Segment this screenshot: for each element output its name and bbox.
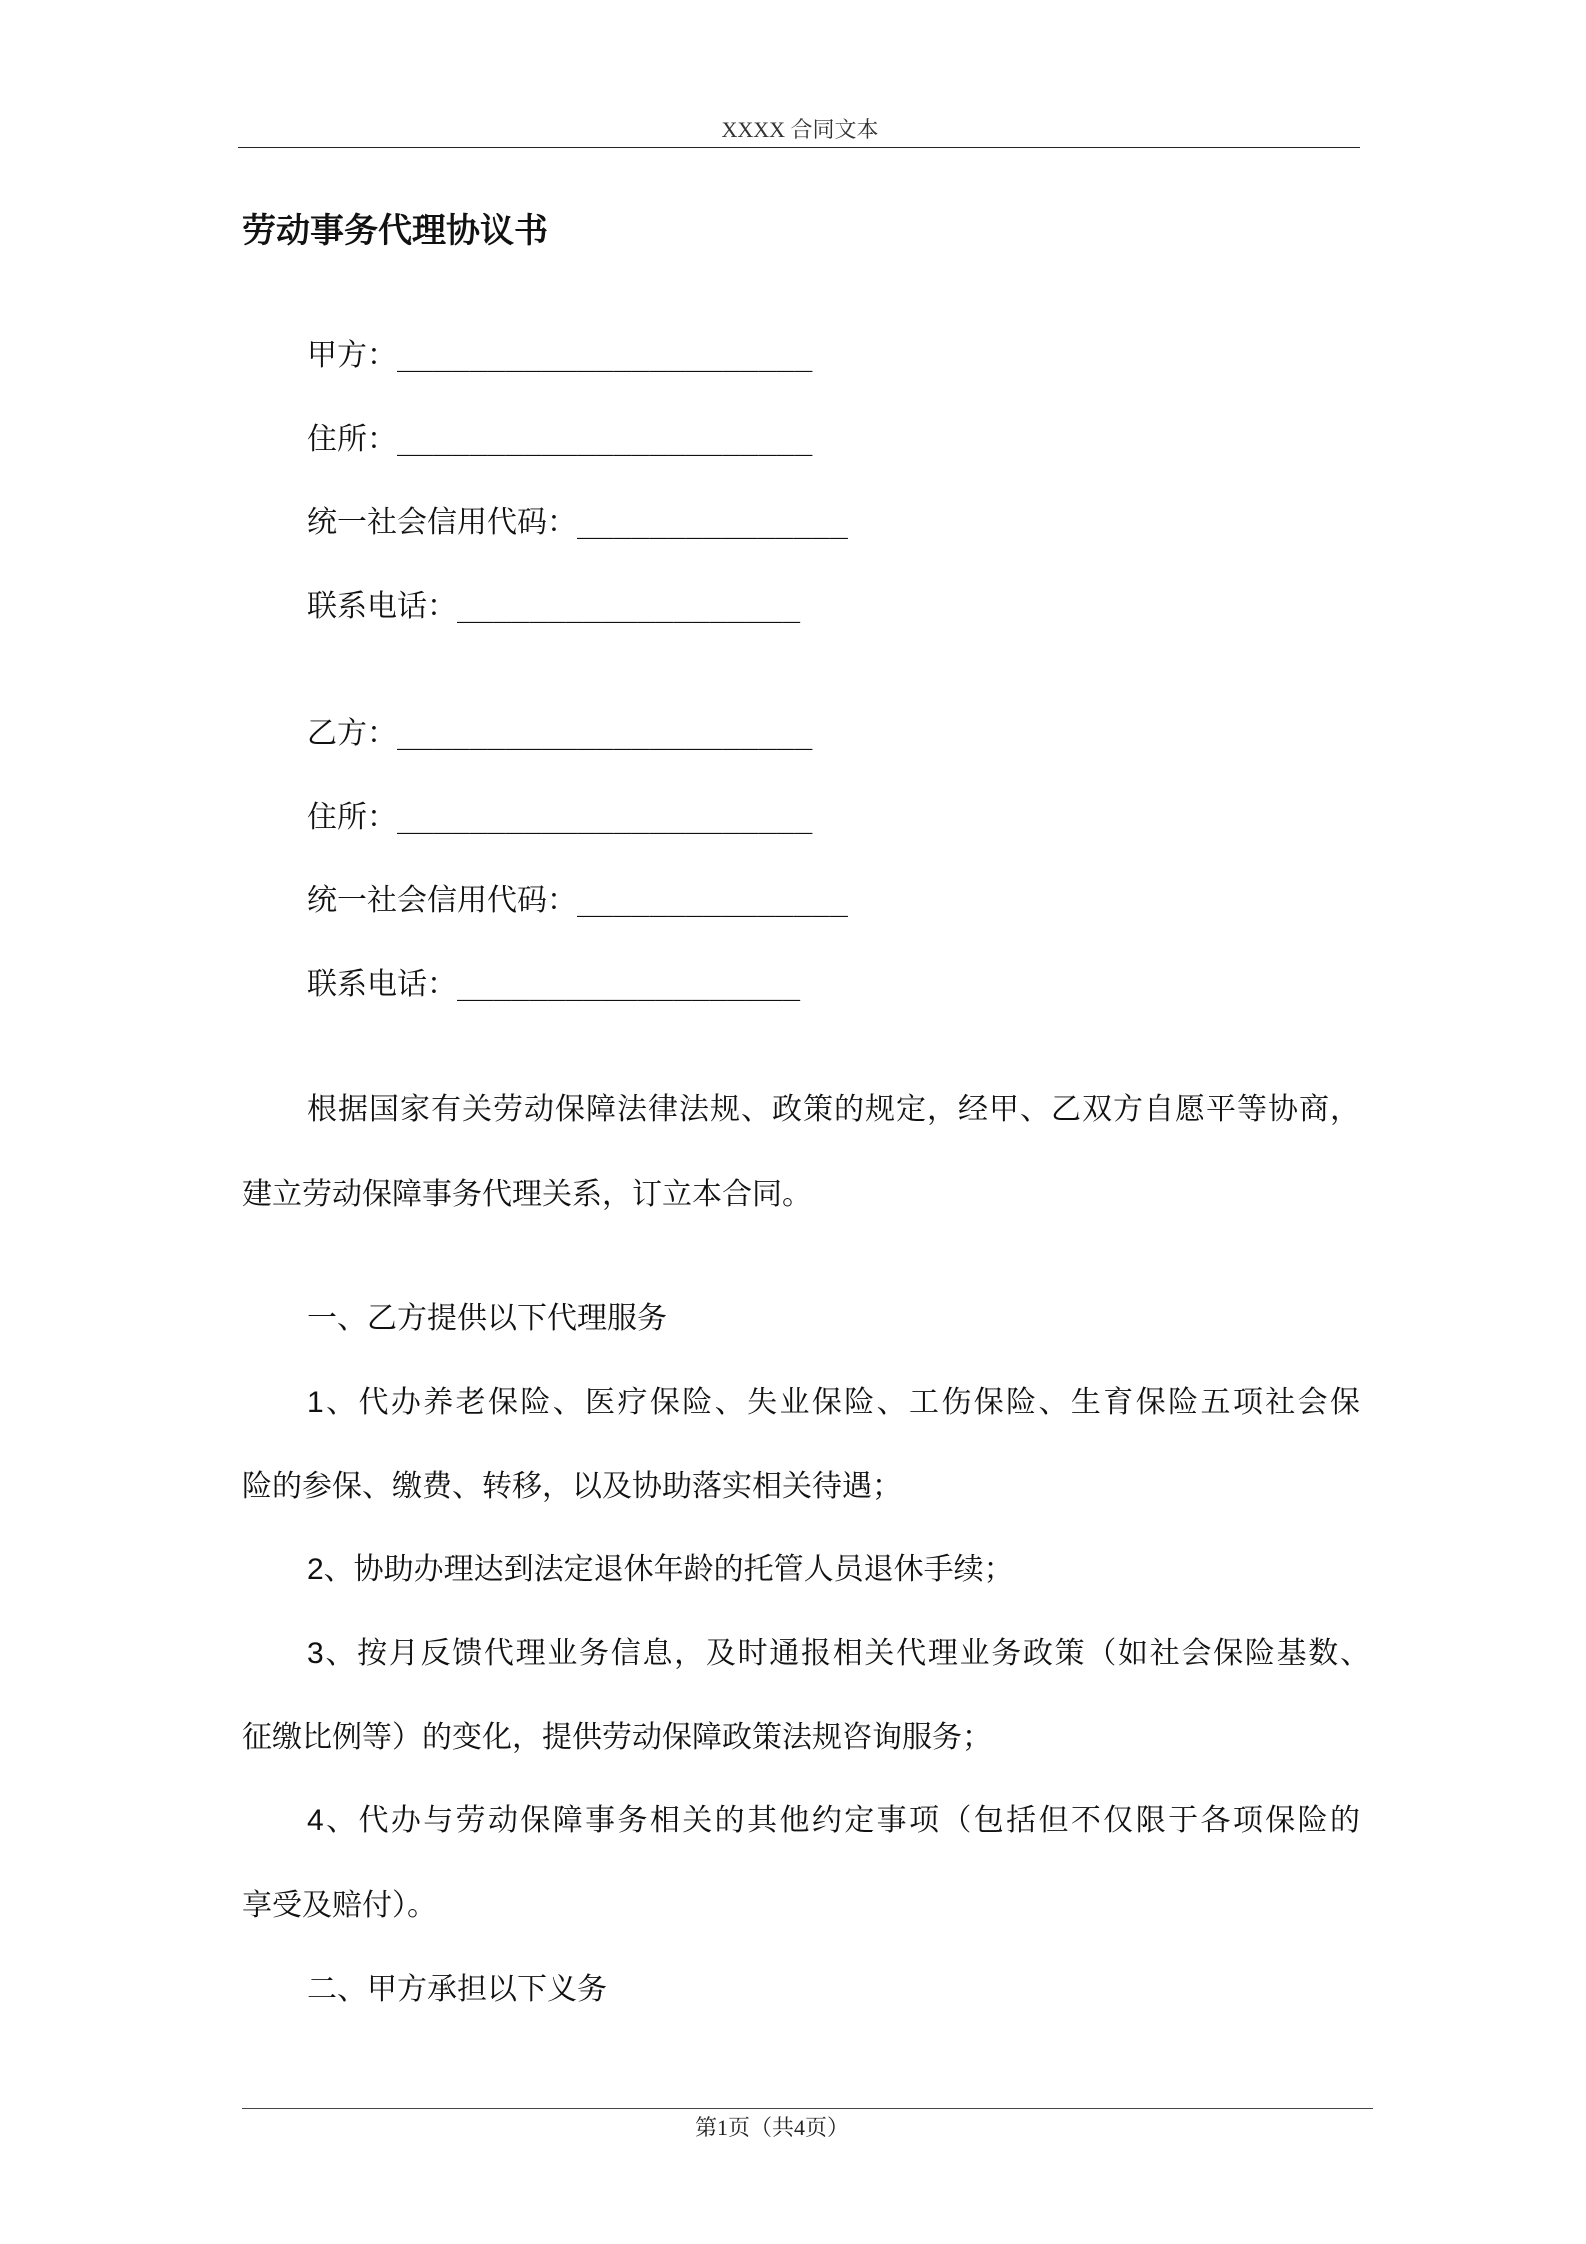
section-heading: 二、甲方承担以下义务	[307, 1973, 607, 2006]
party-a-credit-code-field	[307, 503, 848, 543]
field-label: 统一社会信用代码：	[307, 884, 577, 917]
party-a-address-field	[307, 420, 812, 460]
field-label: 甲方：	[307, 339, 397, 372]
field-label: 联系电话：	[307, 968, 457, 1001]
fill-in-blank: ___________________	[457, 589, 801, 624]
field-label: 乙方：	[307, 717, 397, 750]
clause-line: 险的参保、缴费、转移，以及协助落实相关待遇；	[242, 1470, 902, 1503]
fill-in-blank: _______________	[577, 505, 848, 540]
fill-in-blank: _______________________	[397, 716, 813, 751]
footer-divider	[242, 2108, 1373, 2109]
party-b-address-field	[307, 798, 812, 838]
fill-in-blank: _______________________	[397, 338, 813, 373]
clause-line: 3、按月反馈代理业务信息，及时通报相关代理业务政策（如社会保险基数、	[307, 1637, 1370, 1670]
field-label: 联系电话：	[307, 590, 457, 623]
party-b-name-field	[307, 714, 812, 754]
clause-line: 1、代办养老保险、医疗保险、失业保险、工伤保险、生育保险五项社会保	[307, 1386, 1360, 1419]
page-number: 第1页（共4页）	[694, 2115, 849, 2140]
party-a-name-field	[307, 336, 812, 376]
fill-in-blank: _______________________	[397, 800, 813, 835]
preamble-line: 根据国家有关劳动保障法律法规、政策的规定，经甲、乙双方自愿平等协商，	[307, 1093, 1360, 1126]
fill-in-blank: ___________________	[457, 967, 801, 1002]
header-divider	[238, 147, 1360, 148]
party-a-phone-field	[307, 587, 800, 627]
field-label: 统一社会信用代码：	[307, 506, 577, 539]
field-label: 住所：	[307, 801, 397, 834]
clause-line: 享受及赔付）。	[242, 1889, 437, 1922]
document-title: 劳动事务代理协议书	[242, 212, 548, 250]
party-b-phone-field	[307, 965, 800, 1005]
section-heading: 一、乙方提供以下代理服务	[307, 1302, 667, 1335]
party-b-credit-code-field	[307, 881, 848, 921]
fill-in-blank: _______________	[577, 883, 848, 918]
field-label: 住所：	[307, 423, 397, 456]
clause-line: 4、代办与劳动保障事务相关的其他约定事项（包括但不仅限于各项保险的	[307, 1804, 1360, 1837]
clause-line: 征缴比例等）的变化，提供劳动保障政策法规咨询服务；	[242, 1721, 992, 1754]
preamble-line: 建立劳动保障事务代理关系，订立本合同。	[242, 1178, 812, 1211]
clause-line: 2、协助办理达到法定退休年龄的托管人员退休手续；	[307, 1553, 1014, 1586]
fill-in-blank: _______________________	[397, 422, 813, 457]
running-header: XXXX 合同文本	[721, 117, 879, 142]
